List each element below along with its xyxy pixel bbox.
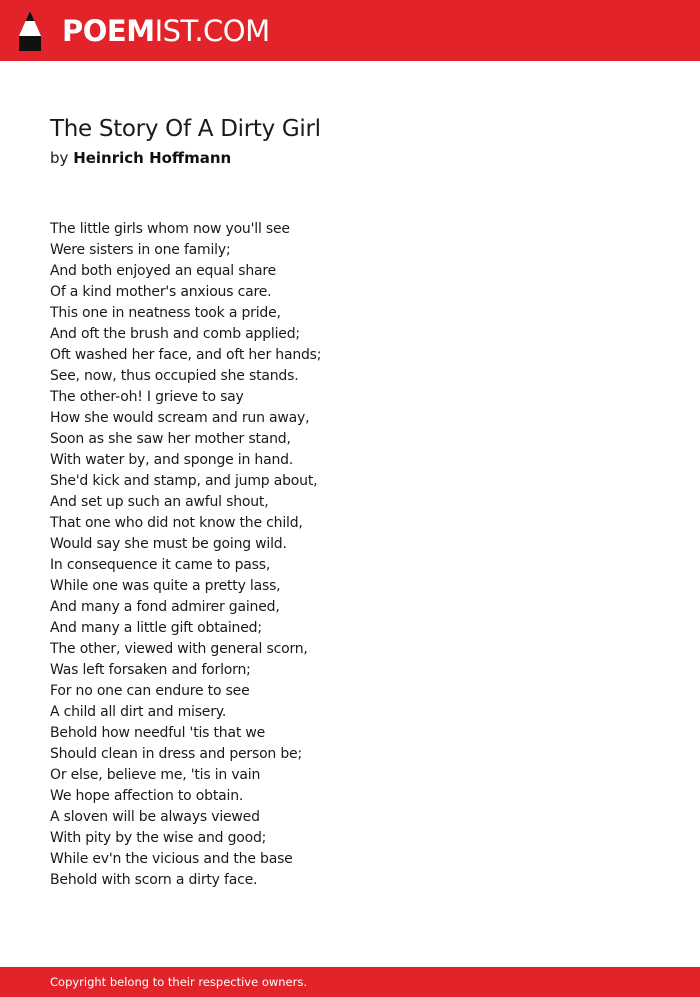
poem-line: The other-oh! I grieve to say: [50, 389, 244, 405]
poem-line: Oft washed her face, and oft her hands;: [50, 347, 322, 363]
by-label: by: [50, 149, 69, 167]
poem-line: The little girls whom now you'll see: [50, 221, 290, 237]
poem-line: How she would scream and run away,: [50, 410, 310, 426]
poem-line: That one who did not know the child,: [50, 515, 303, 531]
poem-line: And many a fond admirer gained,: [50, 599, 280, 615]
logo-light-text: IST.COM: [154, 13, 270, 48]
pencil-icon: [18, 10, 42, 52]
poem-line: A sloven will be always viewed: [50, 809, 260, 825]
footer-bar: [0, 967, 700, 997]
poem-byline: [50, 149, 231, 167]
poem-line: Were sisters in one family;: [50, 242, 231, 258]
poem-line: Would say she must be going wild.: [50, 536, 287, 552]
poem-line: She'd kick and stamp, and jump about,: [50, 473, 318, 489]
poem-line: And both enjoyed an equal share: [50, 263, 277, 279]
poem-title: The Story Of A Dirty Girl: [50, 116, 321, 142]
poem-line: This one in neatness took a pride,: [50, 305, 281, 321]
poem-line: And many a little gift obtained;: [50, 620, 262, 636]
poem-line: The other, viewed with general scorn,: [50, 641, 308, 657]
poem-line: Behold with scorn a dirty face.: [50, 872, 258, 888]
copyright-text: Copyright belong to their respective owners.: [50, 975, 308, 989]
poem-line: Behold how needful 'tis that we: [50, 725, 266, 741]
site-logo-text: [62, 13, 270, 48]
poem-line: Or else, believe me, 'tis in vain: [50, 767, 261, 783]
poem-line: For no one can endure to see: [50, 683, 250, 699]
poem-line: In consequence it came to pass,: [50, 557, 271, 573]
poem-line: And set up such an awful shout,: [50, 494, 269, 510]
poem-line: Of a kind mother's anxious care.: [50, 284, 272, 300]
header-bar: [0, 0, 700, 61]
poem-line: While one was quite a pretty lass,: [50, 578, 281, 594]
poem-line: Should clean in dress and person be;: [50, 746, 302, 762]
poem-line: While ev'n the vicious and the base: [50, 851, 293, 867]
poem-body: [50, 219, 321, 891]
poem-line: See, now, thus occupied she stands.: [50, 368, 299, 384]
logo-bold-text: POEM: [62, 13, 155, 48]
site-logo-link[interactable]: [18, 9, 270, 53]
poem-line: A child all dirt and misery.: [50, 704, 227, 720]
poem-line: With pity by the wise and good;: [50, 830, 267, 846]
poem-line: And oft the brush and comb applied;: [50, 326, 300, 342]
poem-line: Was left forsaken and forlorn;: [50, 662, 251, 678]
poem-line: With water by, and sponge in hand.: [50, 452, 294, 468]
poem-line: We hope affection to obtain.: [50, 788, 244, 804]
author-link[interactable]: Heinrich Hoffmann: [73, 149, 232, 167]
poem-line: Soon as she saw her mother stand,: [50, 431, 291, 447]
